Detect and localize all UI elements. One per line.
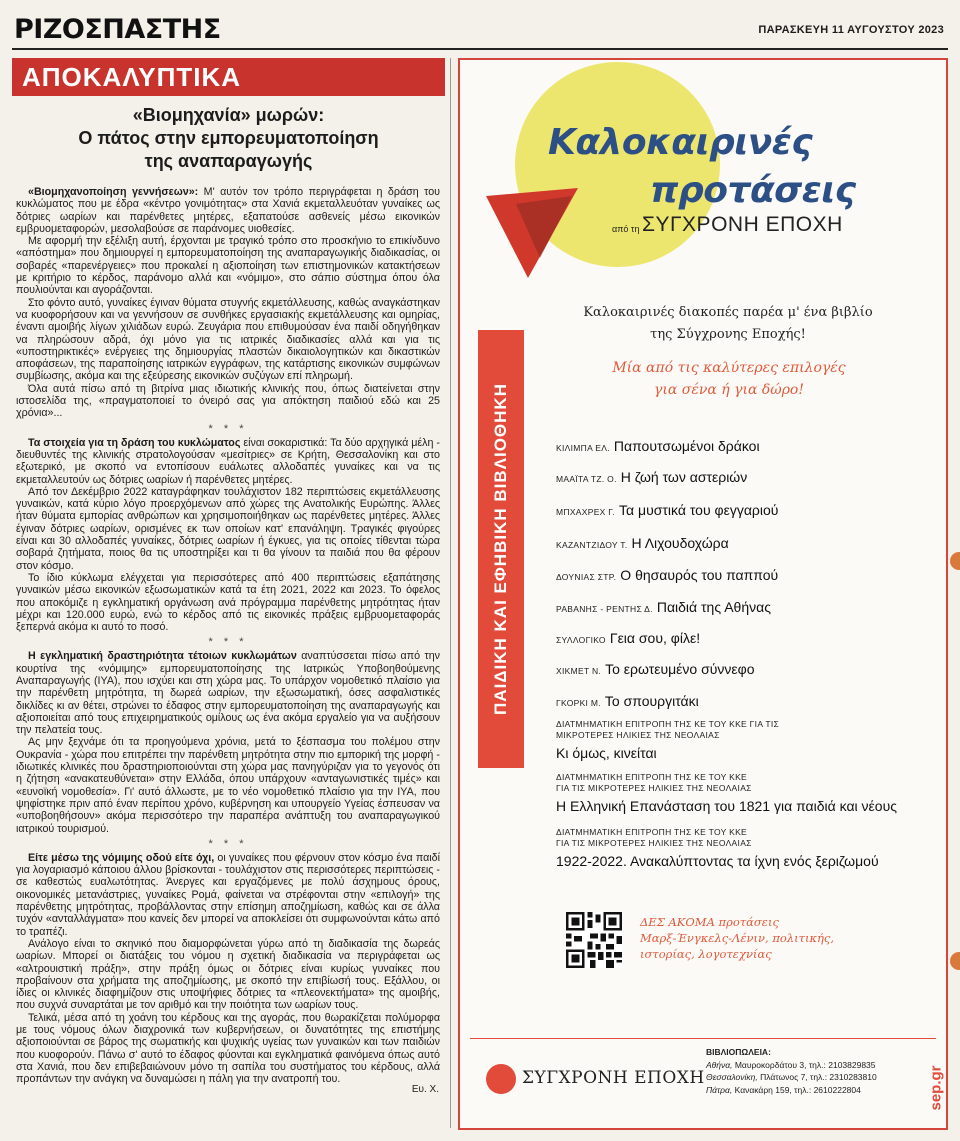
paragraph: Είτε μέσω της νόμιμης οδού είτε όχι, οι γυναίκες που φέρνουν στον κόσμο ένα παιδί για λογαριασμό κάποιου άλλου βρίσκονται - τουλάχιστον στις περισσότερες περιπτώσεις - σε καθεστώς ευαλωτότητας. Άνεργες και εργαζόμενες με πολύ άσχημους όρους, οικονομικές μετανάστριες, γυναίκες Ρομά, φαίνεται να στρέφονται στην «επιλογή» της παρένθετης μητρότητας, προβάλλοντας στην επίσημη αποζημίωση, καθώς και σε άλλα τυχόν «ανταλλάγματα» που κανείς δεν μπορεί να αποκλείσει ότι συμφωνούνται κάτω από το τραπέζι. [16,851,440,938]
paragraph: Η εγκληματική δραστηριότητα τέτοιων κυκλωμάτων αναπτύσσεται πίσω από την κουρτίνα της «νόμιμης» εμπορευματοποίησης της Ιατρικώς Υποβοηθούμενης Αναπαραγωγής (ΙΥΑ), που ισχύει και στη χώρα μας. Το υπάρχον νομοθετικό πλαίσιο για την παρένθετη μητρότητα, τη δωρεά ωαρίων, την εξωσωματική, όσες ασφαλιστικές δικλίδες κι αν θέτει, στρώνει το έδαφος στην εμπορευματοποίηση της αναπαραγωγής και αξιοποιείται από τους επιχειρηματικούς ομίλους ως ένα ακόμα εργαλείο για να αυξήσουν την πελατεία τους. [16,650,441,737]
series-label: ΠΑΙΔΙΚΗ ΚΑΙ ΕΦΗΒΙΚΗ ΒΙΒΛΙΟΘΗΚΗ [491,383,510,715]
paragraph: Το ίδιο κύκλωμα ελέγχεται για περισσότερες από 400 περιπτώσεις εξαπάτησης γυναικών μέσω εικονικών εξωσωματικών κατά τα έτη 2021, 2022 και 2023. Το όφελος που αποκόμιζε η εγκληματική οργάνωση ανά πρόγραμμα παρένθετης μητρότητας ήταν μέχρι και 120.000 ευρώ, ενώ το κέρδος από τις εικονικές πράξεις εμβρυομεταφοράς ξεπερνά ακόμα κι αυτό το ποσό. [16,571,440,634]
book-item[interactable]: ΔΙΑΤΜΗΜΑΤΙΚΗ ΕΠΙΤΡΟΠΗ ΤΗΣ ΚΕ ΤΟΥ ΚΚΕ ΓΙΑ ΤΙΣ ΜΙΚΡΟΤΕΡΕΣ ΗΛΙΚΙΕΣ ΤΗΣ ΝΕΟΛΑΙΑΣ Η Ελληνική Επανάσταση του 1821 για παιδιά και νέους [556,772,897,814]
book-item[interactable]: ΔΙΑΤΜΗΜΑΤΙΚΗ ΕΠΙΤΡΟΠΗ ΤΗΣ ΚΕ ΤΟΥ ΚΚΕ ΓΙΑ ΤΙΣ ΜΙΚΡΟΤΕΡΕΣ ΗΛΙΚΙΕΣ ΤΗΣ ΝΕΟΛΑΙΑΣ 1922-2022. Ανακαλύπτοντας τα ίχνη ενός ξεριζωμού [556,827,879,869]
page-edge-mark [950,952,960,970]
more-suggestions[interactable]: ΔΕΣ ΑΚΟΜΑ προτάσεις Μαρξ-Ένγκελς-Λένιν, πολιτικής, ιστορίας, λογοτεχνίας [640,915,835,961]
qr-code-icon[interactable] [566,912,622,968]
book-item[interactable]: ΜΑΑΪΤΑ ΤΖ. Ο. Η ζωή των αστεριών [556,469,748,485]
section-banner [12,58,445,96]
masthead [0,0,960,52]
article-headline: «Βιομηχανία» μωρών: Ο πάτος στην εμπορευματοποίηση της αναπαραγωγής [78,105,379,171]
issue-date: ΠΑΡΑΣΚΕΥΗ 11 ΑΥΓΟΥΣΤΟΥ 2023 [758,24,944,36]
ad-publisher: ΣΥΓΧΡΟΝΗ ΕΠΟΧΗ [642,213,843,236]
paragraph: Ας μην ξεχνάμε ότι τα προηγούμενα χρόνια, μετά το ξέσπασμα του πολέμου στην Ουκρανία - χώρα που επιτρέπει την παρένθετη μητρότητα στην πιο εμπορική της μορφή - ιδιωτικές κλινικές που δραστηριοποιούνται στη χώρα μας πανηγύριζαν για το γεγονός ότι η ζήτηση «ανακατευθύνεται» στην Ελλάδα, όπου υπάρχουν «ανταγωνιστικές τιμές» και «ευνοϊκή νομοθεσία». Γι' αυτό άλλωστε, με το νέο νομοθετικό πλαίσιο για την ΙΥΑ, που ψηφίστηκε πριν από έναν περίπου χρόνο, κυβέρνηση και υπουργείο Υγείας έσπευσαν να «υποβοηθήσουν» ακόμα περισσότερο την παραπέρα ανάπτυξη του αναπαραγωγικού ιατρικού τουρισμού. [16,736,440,835]
article-body [16,186,440,1085]
ad-subtitle: Καλοκαιρινές διακοπές παρέα μ' ένα βιβλίο της Σύγχρονης Εποχής! [583,305,873,342]
book-item[interactable]: ΔΟΥΝΙΑΣ ΣΤΡ. Ο θησαυρός του παππού [556,567,779,583]
author-signature: Ευ. Χ. [411,1084,439,1095]
paragraph: Ανάλογο είναι το σκηνικό που διαμορφώνεται γύρω από τη διαδικασία της δωρεάς ωαρίων. Μπορεί οι διατάξεις του νόμου η σχετική διαδικασία να περιγράφεται ως «αλτρουιστική πράξη», στην πράξη όμως οι δότριες είναι κυρίως γυναίκες που προβαίνουν στα χρήματα της αποζημίωσης, με σκοπό την επιβίωσή τους. Εξάλλου, οι ίδιες οι κλινικές διαφημίζουν στις υποψήφιες δότριες τα «πλεονεκτήματα» της αμοιβής, που συχνά συναρτάται με τον αριθμό και την ποιότητα των ωαρίων τους. [16,937,440,1012]
book-item[interactable]: ΚΑΖΑΝΤΖΙΔΟΥ Τ. Η Λιχουδοχώρα [556,535,729,551]
paragraph: Από τον Δεκέμβριο 2022 καταγράφηκαν τουλάχιστον 182 περιπτώσεις εκμετάλλευσης γυναικών, κατά κύριο λόγο προερχόμενων από χώρες της Ανατολικής Ευρώπης. Άλλες ήταν θύματα εμπορίας ανθρώπων και χρησιμοποιήθηκαν ως παρένθετες μητέρες. Άλλες έγιναν δότριες ωαρίων, ορισμένες εκ των οποίων κατ' επανάληψη. Τραγικές φιγούρες είναι και 30 αλλοδαπές γυναίκες, δότριες ωαρίων ή έγκυες, για τις οποίες τίθενται τώρα σοβαρά ζητήματα, ποιος θα τις υποστηρίξει και τι θα γίνουν τα παιδιά που θα φέρουν στον κόσμο. [16,485,440,572]
website-link[interactable]: sep.gr [927,1065,945,1111]
publisher-logo-text[interactable]: ΣΥΓΧΡΟΝΗ ΕΠΟΧΗ [522,1068,705,1088]
section-label: ΑΠΟΚΑΛΥΠΤΙΚΑ [22,62,242,92]
book-item[interactable]: ΣΥΛΛΟΓΙΚΟ Γεια σου, φίλε! [556,630,701,646]
paragraph: Στο φόντο αυτό, γυναίκες έγιναν θύματα στυγνής εκμετάλλευσης, καθώς αναγκάστηκαν να κυοφορήσουν και να γεννήσουν σε συνθήκες εργασιακής εκμετάλλευσης και ομηρίας, έναντι αμοιβής λίγων χιλιάδων ευρώ. Ζευγάρια που επιθυμούσαν ένα παιδί οδηγήθηκαν να πληρώσουν αδρά, όχι μόνο για τις ιατρικές διαδικασίες αλλά και για τις «υποστηρικτικές» ενέργειες της δημιουργίας πλαστών δικαιολογητικών και δικαστικών αποφάσεων, της παραποίησης ιατρικών εγγράφων, της κατάρτισης εικονικών συμφώνων συμβίωσης, ακόμα και της εξεύρεσης εικονικών συζύγων επί πληρωμή. [16,296,440,383]
separator-stars: * * * [208,837,248,850]
book-item[interactable]: ΓΚΟΡΚΙ Μ. Το σπουργιτάκι [556,693,699,709]
bookstores-list: ΒΙΒΛΙΟΠΩΛΕΙΑ: Αθήνα, Μαυροκορδάτου 3, τηλ.: 2103829835 Θεσσαλονίκη, Πλάτωνος 7, τηλ.: 2310283810 Πάτρα, Κανακάρη 159, τηλ.: 2610222804 [706,1046,906,1096]
paragraph: Τα στοιχεία για τη δράση του κυκλώματος είναι σοκαριστικά: Τα δύο αρχηγικά μέλη - διευθυντές της κλινικής στρατολογούσαν «μεσίτριες» σε Κρήτη, Θεσσαλονίκη και στο εξωτερικό, με σκοπό να εντοπίσουν ευάλωτες αλλοδαπές γυναίκες και να τις εκμεταλλευτούν ως δότριες ωαρίων ή παρένθετες μητέρες. [16,436,440,486]
ad-footer-rule [470,1038,936,1039]
paragraph: «Βιομηχανοποίηση γεννήσεων»: Μ' αυτόν τον τρόπο περιγράφεται η δράση του κυκλώματος που με έδρα «κέντρο γονιμότητας» στα Χανιά εκμεταλλευόταν γυναίκες ως δότριες ωαρίων και παρένθετες μητέρες, εξαπατούσε ασθενείς μέσω εικονικών εμβρυομεταφορών, μεσολαβούσε σε παράνομες υιοθεσίες. [16,186,440,235]
ad-title-line2: προτάσεις [650,170,856,211]
book-item[interactable]: ΚΙΛΙΜΠΑ ΕΛ. Παπουτσωμένοι δράκοι [556,438,760,454]
paragraph: Με αφορμή την εξέλιξη αυτή, έρχονται με τραγικό τρόπο στο προσκήνιο το επικίνδυνο «απόστημα» που δημιουργεί η εμπορευματοποίηση της αναπαραγωγικής διαδικασίας, οι σοβαρές «παρενέργειες» που προκαλεί η αξιοποίηση των επιστημονικών κατακτήσεων με κριτήριο το κέρδος, παράνομο αλλά και «νόμιμο», στο σάπιο σύστημα όπου όλα πουλιούνται και αγοράζονται. [16,235,440,297]
book-item[interactable]: ΡΑΒΑΝΗΣ - ΡΕΝΤΗΣ Δ. Παιδιά της Αθήνας [556,599,771,615]
article-column [12,58,445,1128]
separator-stars: * * * [208,636,248,649]
separator-stars: * * * [208,422,248,435]
paragraph: Τελικά, μέσα από τη χοάνη του κέρδους και της αγοράς, που θωρακίζεται πολύμορφα με τους νόμους όλων διαχρονικά των κυβερνήσεων, οι δυνατότητες της επιστήμης αξιοποιούνται σε βάρος της σωματικής και ψυχικής υγείας των γυναικών και των παιδιών που κυοφορούν. Πάνω σ' αυτό το έδαφος φύονται και εγκληματικά φαινόμενα όπως αυτό στα Χανιά, που δεν επιβεβαιώνουν μόνο τη σαπίλα του συστήματος του κέρδους, αλλά προπάντων την ανάγκη να δυναμώσει η πάλη για την ανατροπή του. [16,1011,440,1086]
bookstore-entry: Θεσσαλονίκη, Πλάτωνος 7, τηλ.: 2310283810 [706,1072,877,1082]
page-edge-mark [950,552,960,570]
publisher-logo-icon [486,1064,516,1094]
book-item[interactable]: ΧΙΚΜΕΤ Ν. Το ερωτευμένο σύννεφο [556,661,755,677]
column-divider [450,58,451,1128]
ad-from-label: από τη [612,224,640,234]
ad-tagline: Μία από τις καλύτερες επιλογές για σένα ή για δώρο! [612,360,846,398]
bookstore-entry: Αθήνα, Μαυροκορδάτου 3, τηλ.: 2103829835 [706,1059,876,1070]
book-item[interactable]: ΜΠΧΑΧΡΕΧ Γ. Τα μυστικά του φεγγαριού [556,502,779,518]
newspaper-logo[interactable]: ΡΙΖΟΣΠΑΣΤΗΣ [14,14,221,45]
masthead-rule [12,48,948,50]
ad-title-line1: Καλοκαιρινές [548,122,813,163]
book-item[interactable]: ΔΙΑΤΜΗΜΑΤΙΚΗ ΕΠΙΤΡΟΠΗ ΤΗΣ ΚΕ ΤΟΥ ΚΚΕ ΓΙΑ ΤΙΣ ΜΙΚΡΟΤΕΡΕΣ ΗΛΙΚΙΕΣ ΤΗΣ ΝΕΟΛΑΙΑΣ Κι όμως, κινείται [556,719,780,761]
bookstore-entry: Πάτρα, Κανακάρη 159, τηλ.: 2610222804 [706,1084,861,1095]
series-band [478,330,524,768]
paragraph: Όλα αυτά πίσω από τη βιτρίνα μιας ιδιωτικής κλινικής που, όπως διατείνεται στην ιστοσελίδα της, «πραγματοποιεί το όνειρό σας για απόκτηση παιδιού εδώ και 25 χρόνια»... [16,382,440,420]
